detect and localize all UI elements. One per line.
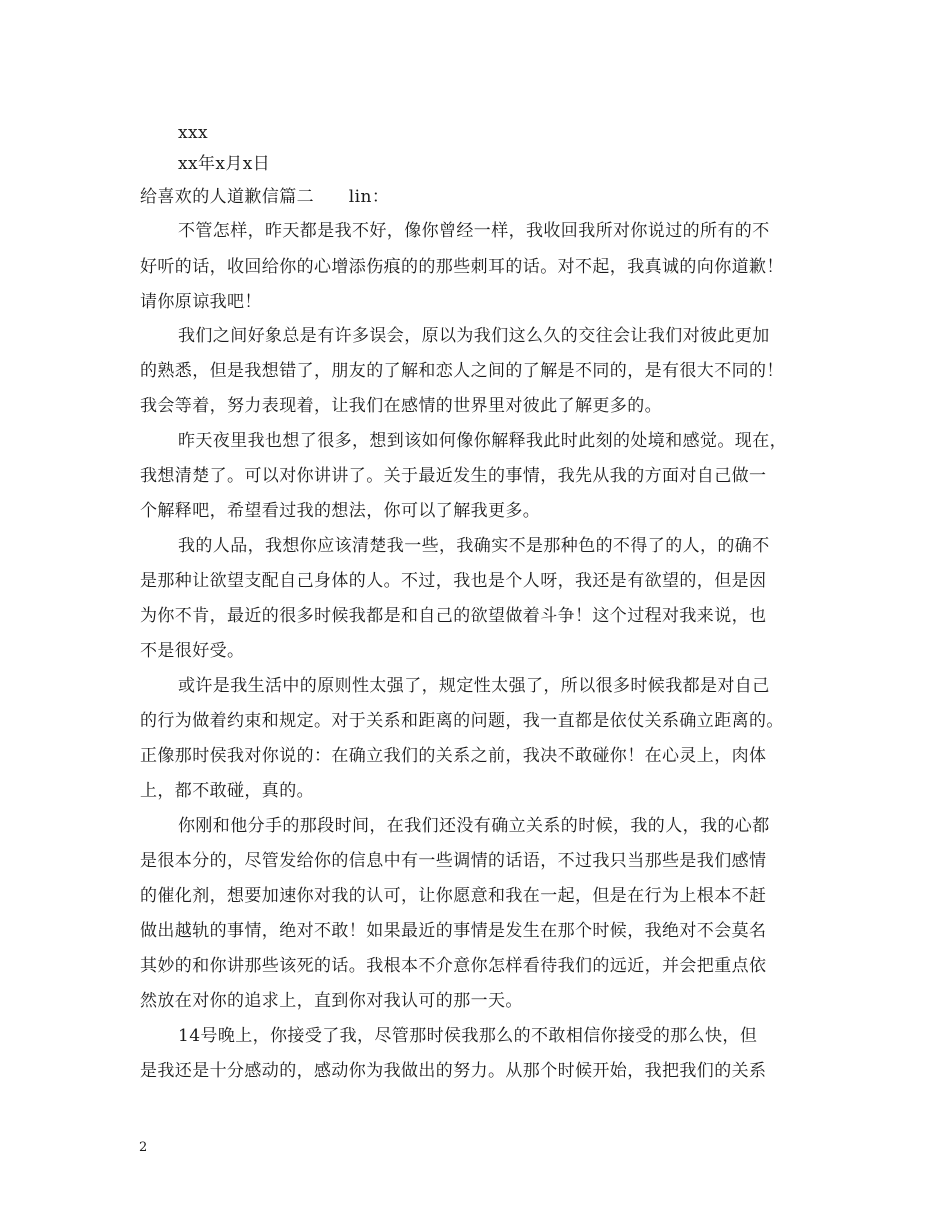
paragraph-line: 昨天夜里我也想了很多，想到该如何像你解释我此时此刻的处境和感觉。现在， [178, 431, 787, 451]
paragraph-line: 的行为做着约束和规定。对于关系和距离的问题，我一直都是依仗关系确立距离的。 [140, 711, 784, 731]
paragraph-line: 的催化剂，想要加速你对我的认可，让你愿意和我在一起，但是在行为上根本不赶 [140, 886, 767, 906]
section-heading: 给喜欢的人道歉信篇二 lin： [140, 187, 390, 207]
paragraph-line: 不管怎样，昨天都是我不好，像你曾经一样，我收回我所对你说过的所有的不 [178, 221, 770, 241]
paragraph-line: 为你不肯，最近的很多时候我都是和自己的欲望做着斗争！这个过程对我来说，也 [140, 606, 767, 626]
paragraph-line: 我们之间好象总是有许多误会，原以为我们这么久的交往会让我们对彼此更加 [178, 326, 770, 346]
paragraph-line: 做出越轨的事情，绝对不敢！如果最近的事情是发生在那个时候，我绝对不会莫名 [140, 921, 767, 941]
paragraph-line: 是我还是十分感动的，感动你为我做出的努力。从那个时候开始，我把我们的关系 [140, 1061, 767, 1081]
paragraph-line: 你刚和他分手的那段时间，在我们还没有确立关系的时候，我的人，我的心都 [178, 816, 770, 836]
paragraph-line: 正像那时侯我对你说的：在确立我们的关系之前，我决不敢碰你！在心灵上，肉体 [140, 746, 767, 766]
signature-date: xx年x月x日 [178, 154, 271, 174]
paragraph-line: 我想清楚了。可以对你讲讲了。关于最近发生的事情，我先从我的方面对自己做一 [140, 466, 767, 486]
paragraph-line: 的熟悉，但是我想错了，朋友的了解和恋人之间的了解是不同的，是有很大不同的！ [140, 361, 784, 381]
signature-name: xxx [178, 123, 208, 143]
page-number: 2 [139, 1140, 148, 1155]
paragraph-line: 上，都不敢碰，真的。 [140, 781, 314, 801]
paragraph-line: 是很本分的，尽管发给你的信息中有一些调情的话语，不过我只当那些是我们感情 [140, 851, 767, 871]
paragraph-line: 不是很好受。 [140, 641, 245, 661]
paragraph-line: 好听的话，收回给你的心增添伤痕的的那些刺耳的话。对不起，我真诚的向你道歉！ [140, 257, 784, 277]
paragraph-line: 其妙的和你讲那些该死的话。我根本不介意你怎样看待我们的远近，并会把重点依 [140, 956, 767, 976]
paragraph-line: 请你原谅我吧！ [140, 292, 262, 312]
paragraph-line: 14号晚上，你接受了我，尽管那时侯我那么的不敢相信你接受的那么快，但 [178, 1026, 758, 1046]
paragraph-line: 或许是我生活中的原则性太强了，规定性太强了，所以很多时候我都是对自己 [178, 676, 770, 696]
paragraph-line: 然放在对你的追求上，直到你对我认可的那一天。 [140, 991, 523, 1011]
paragraph-line: 我会等着，努力表现着，让我们在感情的世界里对彼此了解更多的。 [140, 396, 662, 416]
paragraph-line: 个解释吧，希望看过我的想法，你可以了解我更多。 [140, 501, 541, 521]
paragraph-line: 我的人品，我想你应该清楚我一些，我确实不是那种色的不得了的人，的确不 [178, 536, 770, 556]
paragraph-line: 是那种让欲望支配自己身体的人。不过，我也是个人呀，我还是有欲望的，但是因 [140, 571, 767, 591]
